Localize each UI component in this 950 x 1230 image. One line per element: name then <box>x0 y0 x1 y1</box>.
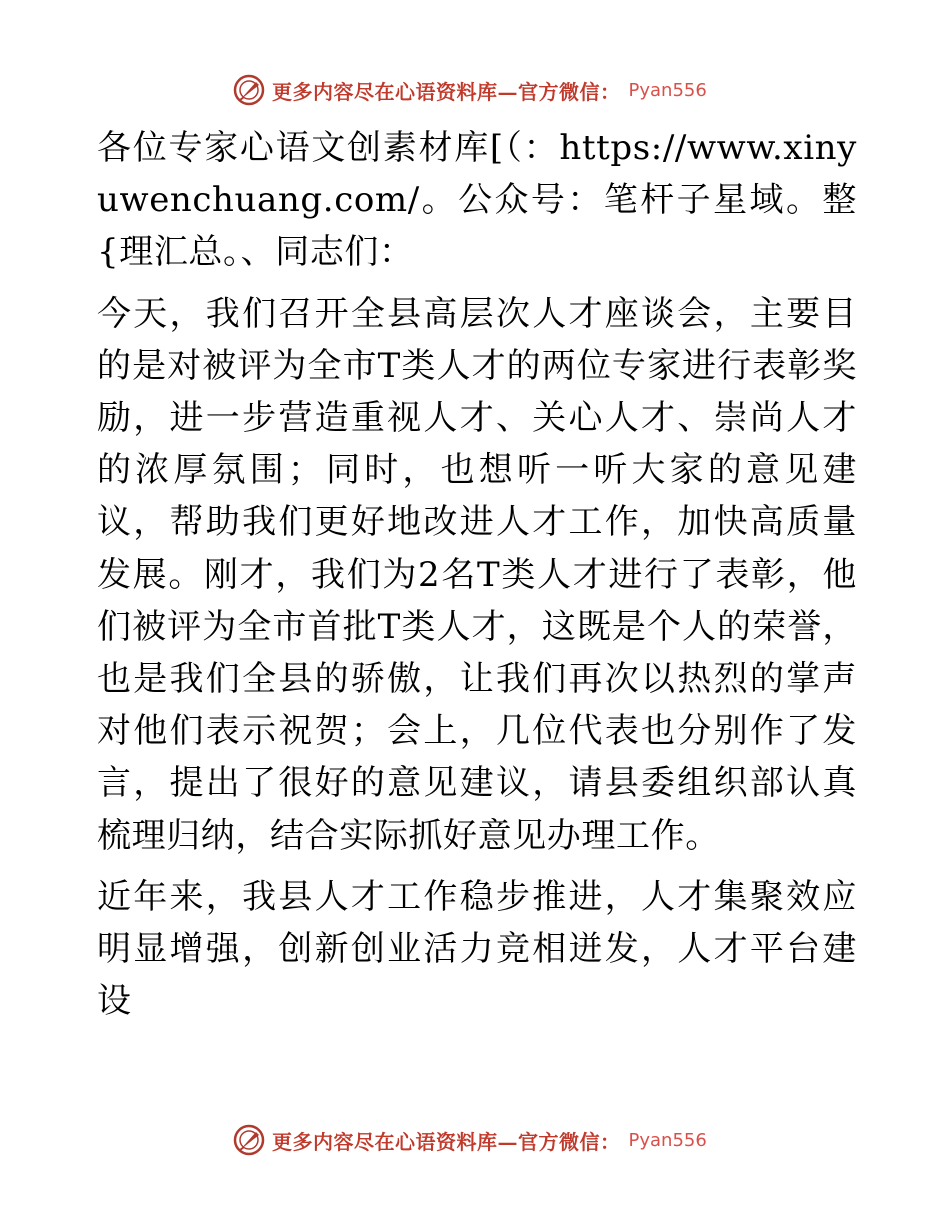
header-banner-text: 更多内容尽在心语资料库—官方微信： <box>272 79 621 104</box>
paragraph-3: 近年来，我县人才工作稳步推进，人才集聚效应明显增强，创新创业活力竞相迸发，人才平台建设 <box>97 876 857 1022</box>
footer-banner-contact: Pyan556 <box>628 1129 707 1151</box>
footer-banner <box>232 1122 707 1158</box>
paragraph-1: 各位专家心语文创素材库[（：https://www.xinyuwenchuang.com/。公众号：笔杆子星域。整{理汇总。、同志们： <box>97 128 857 273</box>
paragraph-2: 今天，我们召开全县高层次人才座谈会，主要目的是对被评为全市T类人才的两位专家进行表彰奖励，进一步营造重视人才、关心人才、崇尚人才的浓厚氛围；同时，也想听一听大家的意见建议，帮助我们更好地改进人才工作，加快高质量发展。刚才，我们为2名T类人才进行了表彰，他们被评为全市首批T类人才，这既是个人的荣誉，也是我们全县的骄傲，让我们再次以热烈的掌声对他们表示祝贺；会上，几位代表也分别作了发言，提出了很好的意见建议，请县委组织部认真梳理归纳，结合实际抓好意见办理工作。 <box>97 293 857 856</box>
document-body <box>97 122 857 1027</box>
header-banner-contact: Pyan556 <box>628 79 707 101</box>
footer-banner-text: 更多内容尽在心语资料库—官方微信： <box>272 1129 621 1154</box>
header-banner <box>232 72 707 108</box>
quill-pen-logo-icon <box>232 1123 266 1157</box>
quill-pen-logo-icon <box>232 73 266 107</box>
